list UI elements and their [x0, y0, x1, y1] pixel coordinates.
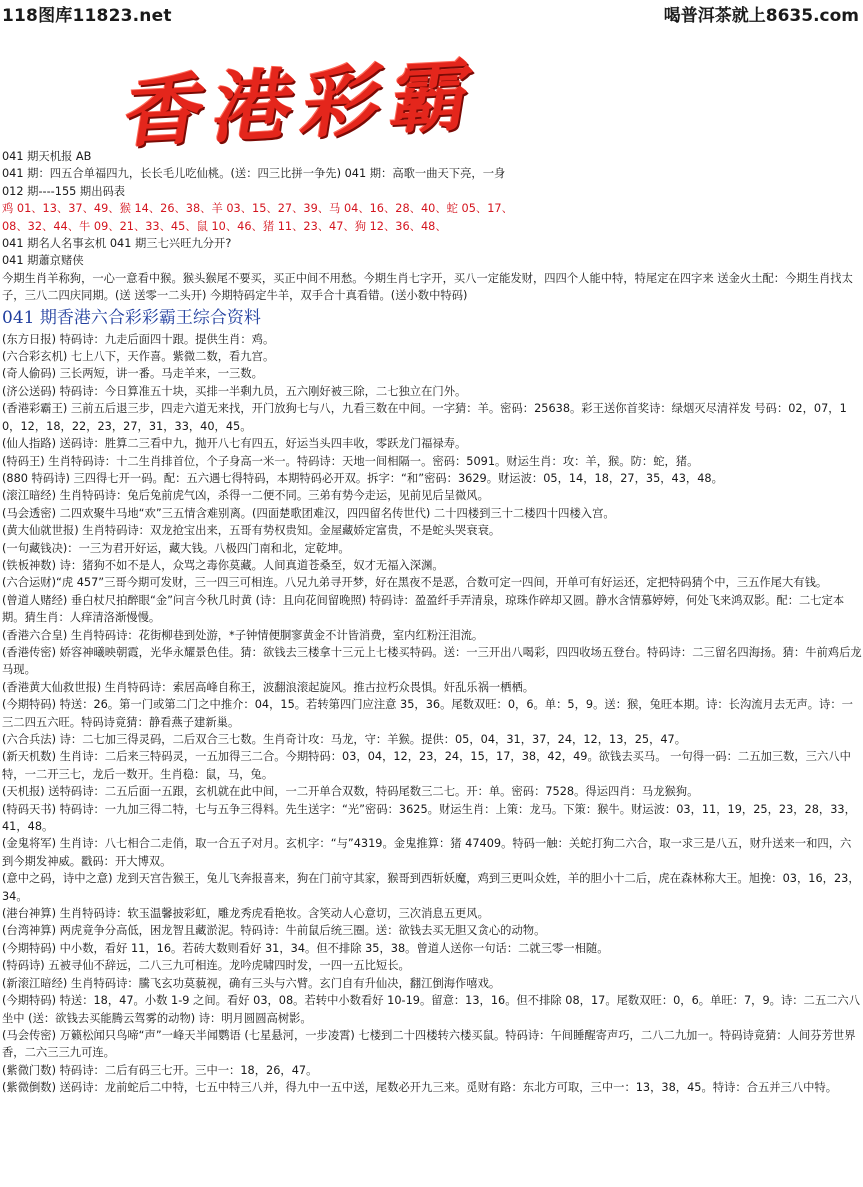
list-item: (马会传密) 万籁松闻只鸟啼“声”一峰天半闻鹦语 (七星悬河，一步凌霄) 七楼到二十四楼转六楼买鼠。特码诗：午间睡醒寄声巧，二八二九加一。特码诗竟猜：人间芬芳世界香，二六三三九可连。	[2, 1028, 856, 1060]
list-item: (黄大仙就世报) 生肖特码诗：双龙抢宝出来，五哥有势权贵知。金屋藏娇定富贵，不是蛇头哭衰衰。	[2, 524, 501, 538]
list-item: (金鬼将军) 生肖诗：八七相合二走俏，取一合五子对月。玄机字：“与”4319。金鬼推算：猪 47409。特码一触：关蛇打狗二六合，取一求三是八五，财升送来一和四，六到今期发神威。戳码：开大博双。	[2, 837, 852, 868]
banner-title: 香港彩霸	[117, 49, 488, 160]
list-item: (东方日报) 特码诗：九走后面四十跟。提供生肖：鸡。	[2, 332, 275, 346]
list-item: (仙人指路) 送码诗：胜算二三看中九，抛开八七有四五，好运当头四丰收，零跃龙门福禄寿。	[2, 437, 467, 451]
list-item: (香港六合皇) 生肖特码诗：花街柳巷到处游，*子钟情便胴寥黄金不计皆消费，室内红粉汪泪流。	[2, 628, 484, 642]
list-item: (六合兵法) 诗：二七加三得灵码，二后双合三七数。生肖奇计攻：马龙，守：羊猴。提供：05，04，31，37，24，12，13，25，47。	[2, 733, 687, 746]
main-content	[2, 148, 862, 1097]
site-name-left[interactable]: 118图库11823.net	[2, 6, 172, 26]
site-name-right[interactable]: 喝普洱茶就上8635.com	[663, 6, 859, 26]
prediction-paragraph: 今期生肖羊称狗，一心一意看中猴。猴头猴尾不要买，买正中间不用愁。今期生肖七字开，买八一定能发财，四四个人能中特，特尾定在四字来 送金火土配：今期生肖找太子，三八二四庆同期。(送 送零一二头开) 今期特码定牛羊，双手合十真看错。(送小数中特码)	[2, 271, 853, 303]
list-item: (紫微门数) 特码诗：二后有码三七开。三中一：18，26，47。	[2, 1063, 318, 1077]
section-headline: 041 期香港六合彩彩霸王综合资料	[2, 307, 261, 328]
list-item: (香港黄大仙救世报) 生肖特码诗：索居高峰自称王，波翻浪滚起旋风。推古拉朽众畏惧。奸乱乐祸一栖栖。	[2, 680, 535, 694]
list-item: (特码王) 生肖特码诗：十二生肖排首位，个子身高一米一。特码诗：天地一间相隔一。密码：5091。财运生肖：攻：羊，猴。防：蛇，猪。	[2, 454, 699, 468]
list-item: (今期特码) 中小数，看好 11，16。若砖大数则看好 31，34。但不排除 35，38。曾道人送你一句话：二就三零一相随。	[2, 941, 609, 955]
list-item: (特码诗) 五被寻仙不辞远，二八三九可相连。龙吟虎啸四时发，一四一五比短长。	[2, 959, 410, 973]
list-item: (滚江暗经) 生肖特码诗：兔后兔前虎气凶，杀得一二便不同。三弟有势今走运，见前见后呈微风。	[2, 489, 489, 503]
list-item: (奇人偷码) 三长两短，讲一番。马走羊来，一三数。	[2, 367, 263, 381]
list-item: (紫微倒数) 送码诗：龙前蛇后二中特，七五中特三八并，得九中一五中送，尾数必开九三来。觅财有路：东北方可取，三中一：13，38，45。特诗：合五并三八中特。	[2, 1081, 838, 1095]
list-item: (港台神算) 生肖特码诗：软玉温馨披彩虹，雕龙秀虎看艳妆。含笑动人心意切，三次消息五更风。	[2, 907, 489, 921]
list-item: (香港彩霸王) 三前五后退三步，四走六道无来找，开门放狗七与八，九看三数在中间。一字猜：羊。密码：25638。彩王送你首奖诗：绿烟灭尽清祥发 号码：02，07，10，12，18，22，23，27，31，33，40，45。	[2, 402, 847, 433]
list-item: (一句藏钱决)：一三为君开好运，藏大钱。八极四门南和北，定乾坤。	[2, 541, 350, 555]
list-item: (天机报) 送特码诗：二五后面一五跟，玄机就在此中间，一二开单合双数，特码尾数三二七。开：单。密码：7528。得运四肖：马龙猴狗。	[2, 785, 699, 799]
list-item: (880 特码诗) 三四得七开一码。配：五六遇七得特码，本期特码必开双。拆字：“和”密码：3629。财运波：05，14，18，27，35，43，48。	[2, 471, 723, 485]
code-table-row: 鸡 01、13、37、49、猴 14、26、38、羊 03、15、27、39、马 04、16、28、40、蛇 05、17、	[2, 202, 513, 216]
list-item: (今期特码) 特送：18，47。小数 1-9 之间。看好 03，08。若转中小数看好 10-19。留意：13，16。但不排除 08，17。尾数双旺：0，6。单旺：7，9。诗：二五二六八坐中 (送：欲钱去买能腾云驾雾的动物) 诗：明月圆圆高树影。	[2, 994, 861, 1025]
intro-line: 041 期：四五合单福四九，长长毛儿吃仙桃。(送：四三比拼一争先) 041 期：高歌一曲天下亮，一身	[2, 167, 506, 181]
list-item: (今期特码) 特送：26。第一门或第二门之中推介：04，15。若转第四门应注意 35，36。尾数双旺：0，6。单：5，9。送：猴，兔旺本期。诗：长沟流月去无声。诗：一三二四五六旺。特码诗竟猜：静看燕子建新巢。	[2, 698, 853, 729]
list-item: (台湾神算) 两虎竟争分高低，困龙智且藏淤泥。特码诗：牛前鼠后统三圈。送：欲钱去买无胆又贪心的动物。	[2, 924, 546, 938]
list-item: (香港传密) 娇容神曦映朝霞，光华永耀景色佳。猜：欲钱去三楼拿十三元上七楼买特码。送：一三开出八喝彩，四四收场五登台。特码诗：二三留名四海扬。猜：牛前鸡后龙马现。	[2, 645, 862, 677]
mid-line: 041 期名人名事玄机 041 期三七兴旺九分开?	[2, 237, 232, 251]
mid-line: 041 期蕭京赌侠	[2, 254, 84, 268]
list-item: (曾道人赌经) 垂白杖尺拍醉眼“金”问言今秋几时黄 (诗：且向花间留晚照) 特码诗：盈盈纤手弄清泉，琼珠作碎却又圆。静水含情慕婷婷，何处飞来鸿双影。配：二七定本期。猜生肖：人痒清洛渐慢慢。	[2, 593, 845, 625]
list-item: (新天机数) 生肖诗：二后来三特码灵，一五加得三二合。今期特码：03，04，12，23，24，15，17，38，42，49。欲钱去买马。 一句得一码：二五加三数，三六八中特，一二开三七，龙后一数开。生肖稳：鼠，马，兔。	[2, 750, 851, 781]
list-item: (新滚江暗经) 生肖特码诗：騰飞玄功莫藐视，确有三头与六臂。玄门自有升仙决，翻江倒海作嘻戏。	[2, 976, 501, 990]
list-item: (铁板神数) 诗：猪狗不如不是人，众骂之毒你莫藏。人间真道苍桑至，奴才无福入深渊。	[2, 558, 444, 572]
banner-logo	[117, 22, 568, 160]
entries-list	[2, 331, 862, 1097]
top-bar	[0, 0, 863, 24]
intro-line: 041 期天机报 AB	[2, 150, 92, 163]
intro-line: 012 期----155 期出码表	[2, 184, 126, 198]
list-item: (六合彩玄机) 七上八下，天作喜。紫微二数，看九宫。	[2, 350, 275, 364]
list-item: (特码天书) 特码诗：一九加三得二特，七与五争三得料。先生送字：“光”密码：3625。财运生肖：上策：龙马。下策：猴牛。财运波：03，11，19，25，23，28，33，41，48。	[2, 802, 856, 834]
list-item: (济公送码) 特码诗：今日算准五十块，买排一半剩九员，五六刚好被三除，二七独立在门外。	[2, 384, 467, 398]
list-item: (马会透密) 二四欢聚牛马地“欢”三五情含难别离。(四面楚歌团难汉，四四留名传世代) 二十四楼到三十二楼四十四楼入宫。	[2, 506, 615, 520]
code-table-row: 08、32、44、牛 09、21、33、45、鼠 10、46、猪 11、23、47、狗 12、36、48、	[2, 219, 447, 233]
list-item: (六合运财)“虎 457”三哥今期可发财，三一四三可相连。八兄九弟寻开梦，好在黑夜不是恶，合数可定一四间，开单可有好运还，定把特码猜个中，三五作尾大有钱。	[2, 576, 828, 590]
list-item: (意中之码，诗中之意) 龙到天宫告猴王，兔儿飞奔报喜来，狗在门前守其家，猴哥到西斩妖魔，鸡到三更叫众姓，羊的胆小十二后，虎在森林称大王。旭挽：03，16，23，34。	[2, 872, 860, 903]
